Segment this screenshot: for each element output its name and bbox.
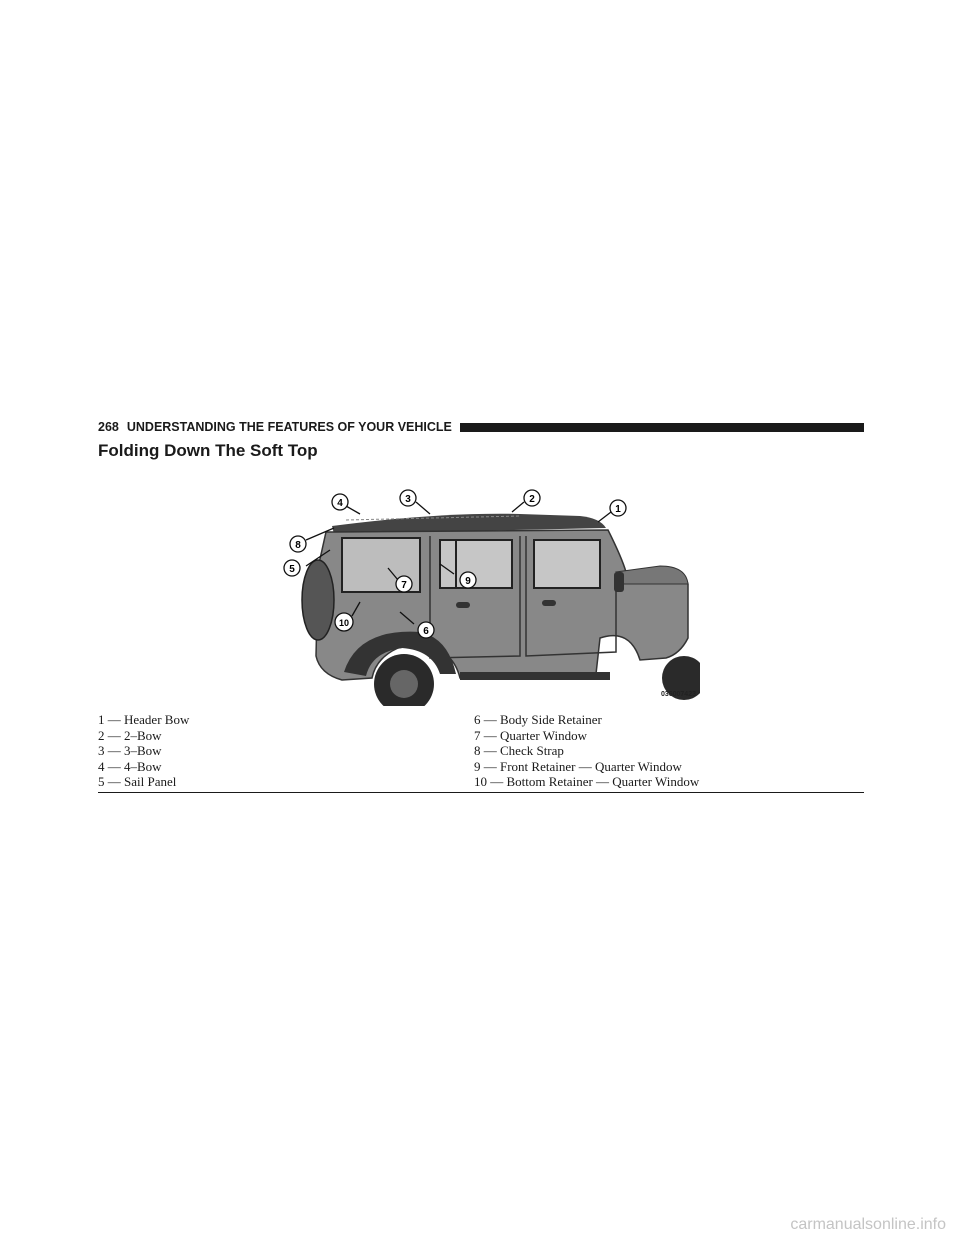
running-board	[460, 672, 610, 680]
legend-item: 1 — Header Bow	[98, 712, 190, 727]
rear-wheel-hub	[390, 670, 418, 698]
legend-item: 3 — 3–Bow	[98, 743, 162, 758]
legend-item: 8 — Check Strap	[474, 743, 564, 758]
callout-8	[290, 536, 306, 552]
callout-9-label: 9	[465, 576, 471, 587]
side-mirror	[614, 572, 624, 592]
callout-4-label: 4	[337, 498, 343, 509]
legend-item: 4 — 4–Bow	[98, 758, 162, 774]
rear-door-handle	[456, 602, 470, 608]
legend-item: 9 — Front Retainer — Quarter Window	[474, 758, 682, 774]
callout-8-label: 8	[295, 540, 301, 551]
legend-column-right	[474, 712, 864, 790]
callout-7-label: 7	[401, 580, 407, 591]
callout-3	[400, 490, 416, 506]
section-title: UNDERSTANDING THE FEATURES OF YOUR VEHICLE	[126, 420, 452, 434]
header-rule	[460, 423, 864, 432]
callout-5-label: 5	[289, 564, 295, 575]
callout-1	[610, 500, 626, 516]
figure-legend	[98, 712, 864, 790]
watermark: carmanualsonline.info	[790, 1216, 946, 1233]
page-number: 268	[98, 420, 119, 434]
legend-item: 10 — Bottom Retainer — Quarter Window	[474, 774, 700, 789]
hood	[616, 566, 688, 584]
callout-9	[460, 572, 476, 588]
page-header	[98, 419, 864, 435]
callout-3-label: 3	[405, 494, 411, 505]
callout-10-label: 10	[338, 618, 350, 628]
callout-4	[332, 494, 348, 510]
callout-2-label: 2	[529, 494, 535, 505]
callout-10	[335, 613, 353, 631]
callout-6-label: 6	[423, 626, 429, 637]
front-door-window	[534, 540, 600, 588]
legend-item: 7 — Quarter Window	[474, 727, 587, 743]
page-heading: Folding Down The Soft Top	[98, 441, 318, 460]
callout-6	[418, 622, 434, 638]
front-door-handle	[542, 600, 556, 606]
callout-2	[524, 490, 540, 506]
callout-5	[284, 560, 300, 576]
legend-item: 2 — 2–Bow	[98, 727, 162, 743]
legend-rule	[98, 792, 864, 793]
image-code: 036007423	[660, 691, 696, 698]
soft-top-figure	[280, 488, 700, 706]
callout-7	[396, 576, 412, 592]
legend-column-left	[98, 712, 474, 790]
vehicle-illustration	[280, 488, 700, 706]
spare-tire	[302, 560, 334, 640]
callout-1-label: 1	[615, 504, 621, 515]
legend-item: 6 — Body Side Retainer	[474, 712, 602, 727]
legend-item: 5 — Sail Panel	[98, 774, 177, 789]
